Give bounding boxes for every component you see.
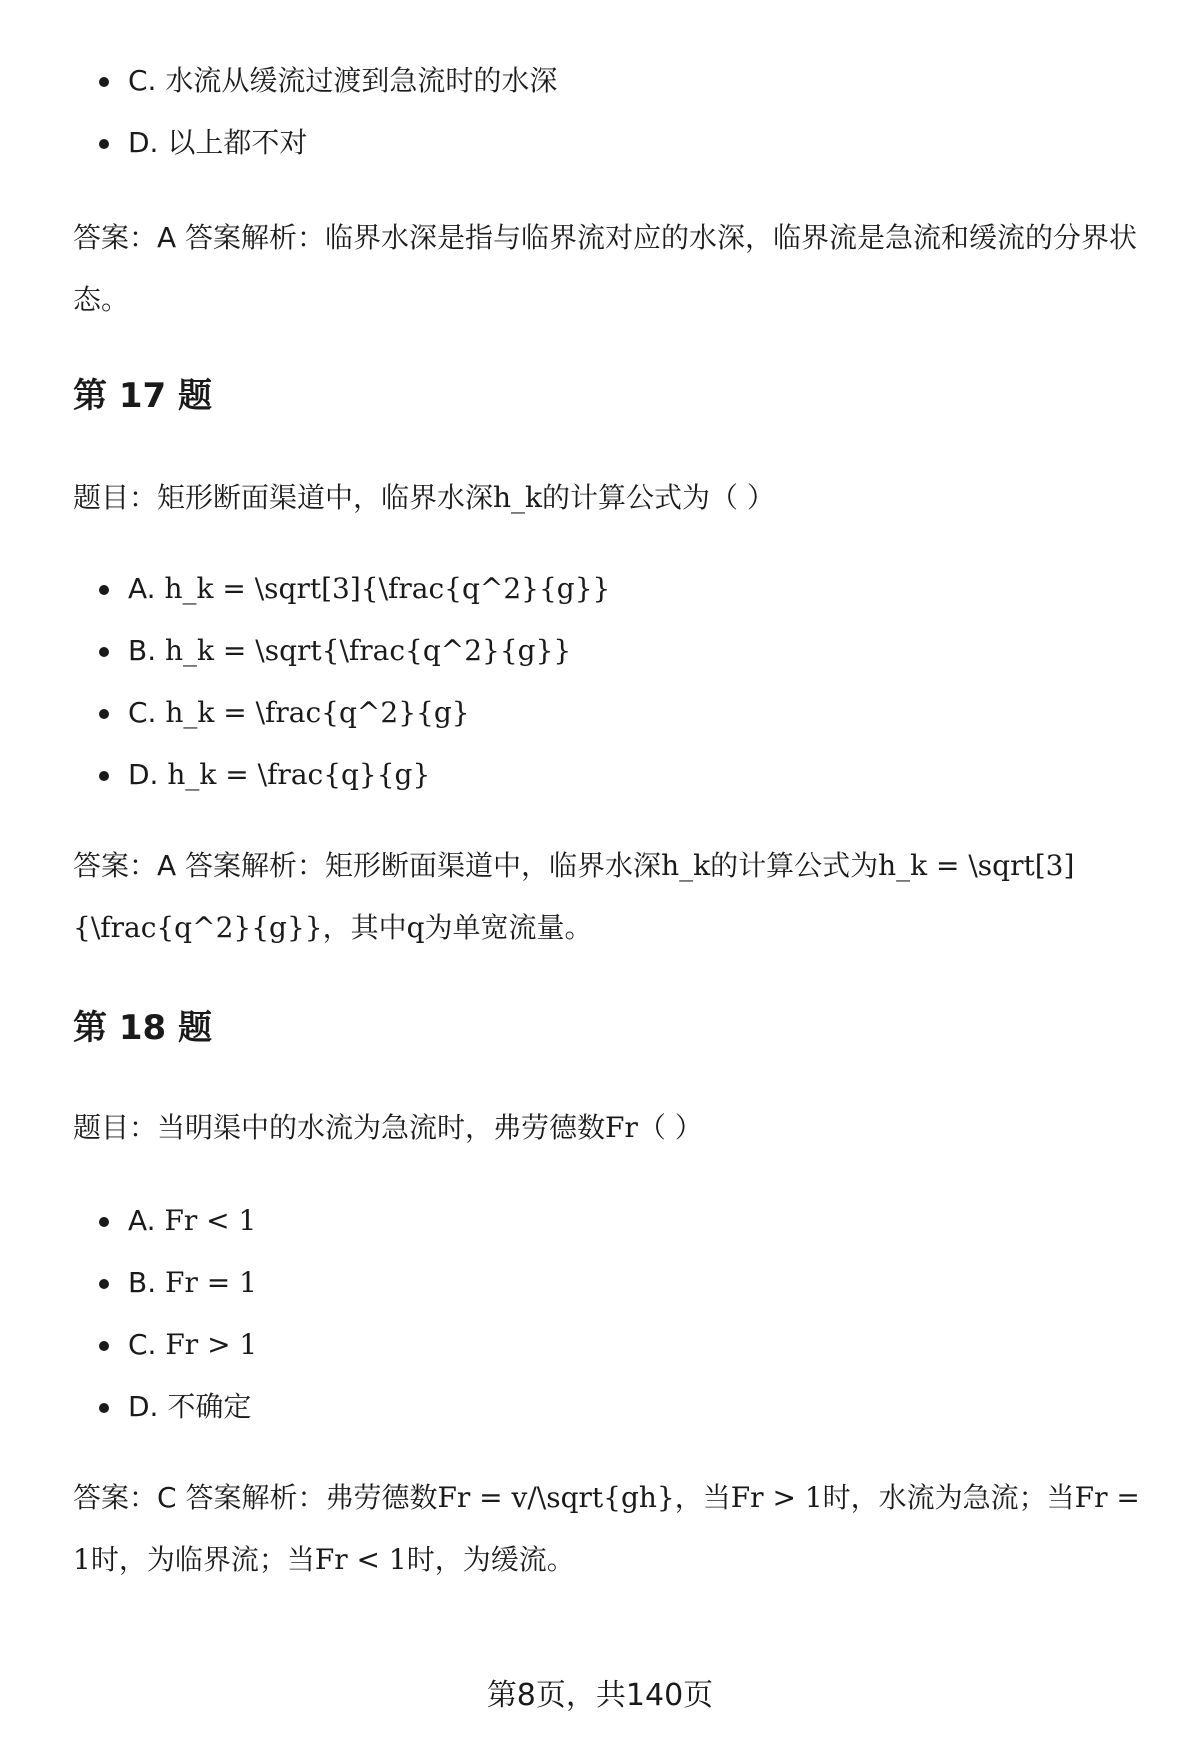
option-formula: Fr > 1 (165, 1328, 258, 1361)
option-formula: Fr < 1 (164, 1204, 257, 1237)
page-number-footer: 第8页，共140页 (486, 1678, 714, 1713)
question-math: h_k (493, 481, 543, 514)
option-formula: h_k = \sqrt{\frac{q^2}{g}} (165, 634, 572, 667)
option-formula: h_k = \sqrt[3]{\frac{q^2}{g}} (164, 572, 611, 605)
answer-prefix: 答案：C 答案解析：弗劳德数 (73, 1481, 438, 1514)
option-a (73, 569, 610, 631)
option-c (73, 61, 557, 123)
question-suffix: （ ） (637, 1111, 703, 1144)
option-c (73, 693, 610, 755)
option-a (73, 1201, 257, 1263)
question-17-options (73, 569, 610, 817)
option-letter: A. (128, 572, 156, 605)
prev-question-options (73, 61, 557, 185)
option-letter: D. (128, 1390, 159, 1423)
option-c (73, 1325, 257, 1387)
answer-formula: Fr > 1 (730, 1481, 823, 1514)
answer-text: 的计算公式为 (710, 849, 879, 882)
answer-prefix: 答案：A 答案解析：矩形断面渠道中，临界水深 (73, 849, 662, 882)
option-letter: A. (128, 1204, 156, 1237)
answer-text: ，当 (674, 1481, 731, 1514)
question-prefix: 题目：当明渠中的水流为急流时，弗劳德数 (73, 1111, 606, 1144)
option-d (73, 1387, 257, 1449)
answer-17 (73, 835, 1148, 959)
answer-math: h_k (661, 849, 711, 882)
question-text-17 (73, 478, 775, 518)
question-text-18 (73, 1108, 703, 1148)
option-formula: h_k = \frac{q}{g} (167, 758, 431, 791)
answer-text: 时，为缓流。 (406, 1543, 575, 1576)
option-text: 不确定 (167, 1390, 252, 1423)
answer-text: 时，水流为急流；当 (822, 1481, 1075, 1514)
option-formula: h_k = \frac{q^2}{g} (165, 696, 470, 729)
question-heading-18: 第 18 题 (73, 1008, 212, 1048)
question-heading-17: 第 17 题 (73, 376, 212, 416)
option-d (73, 755, 610, 817)
answer-math: q (406, 911, 425, 944)
answer-text: ，其中 (322, 911, 407, 944)
option-letter: B. (128, 1266, 157, 1299)
option-formula: Fr = 1 (165, 1266, 257, 1299)
answer-formula: Fr = v/\sqrt{gh} (437, 1481, 675, 1514)
question-suffix: 的计算公式为（ ） (542, 481, 775, 514)
option-letter: C. (128, 1328, 157, 1361)
option-letter: D. (128, 126, 159, 159)
answer-formula: Fr < 1 (314, 1543, 407, 1576)
answer-text: 时，为临界流；当 (90, 1543, 315, 1576)
option-letter: C. (128, 64, 157, 97)
option-letter: B. (128, 634, 157, 667)
option-b (73, 631, 610, 693)
answer-formula: Fr = 1 (73, 1481, 1140, 1576)
question-prefix: 题目：矩形断面渠道中，临界水深 (73, 481, 494, 514)
option-letter: C. (128, 696, 157, 729)
question-math: Fr (605, 1111, 638, 1144)
option-letter: D. (128, 758, 159, 791)
option-d (73, 123, 557, 185)
option-b (73, 1263, 257, 1325)
option-text: 水流从缓流过渡到急流时的水深 (165, 64, 558, 97)
answer-suffix: 为单宽流量。 (424, 911, 593, 944)
option-text: 以上都不对 (167, 126, 308, 159)
question-18-options (73, 1201, 257, 1449)
answer-formula: h_k = \sqrt[3]{\frac{q^2}{g}} (73, 849, 1075, 944)
answer-18 (73, 1467, 1148, 1591)
prev-answer: 答案：A 答案解析：临界水深是指与临界流对应的水深，临界流是急流和缓流的分界状态。 (73, 221, 1138, 316)
